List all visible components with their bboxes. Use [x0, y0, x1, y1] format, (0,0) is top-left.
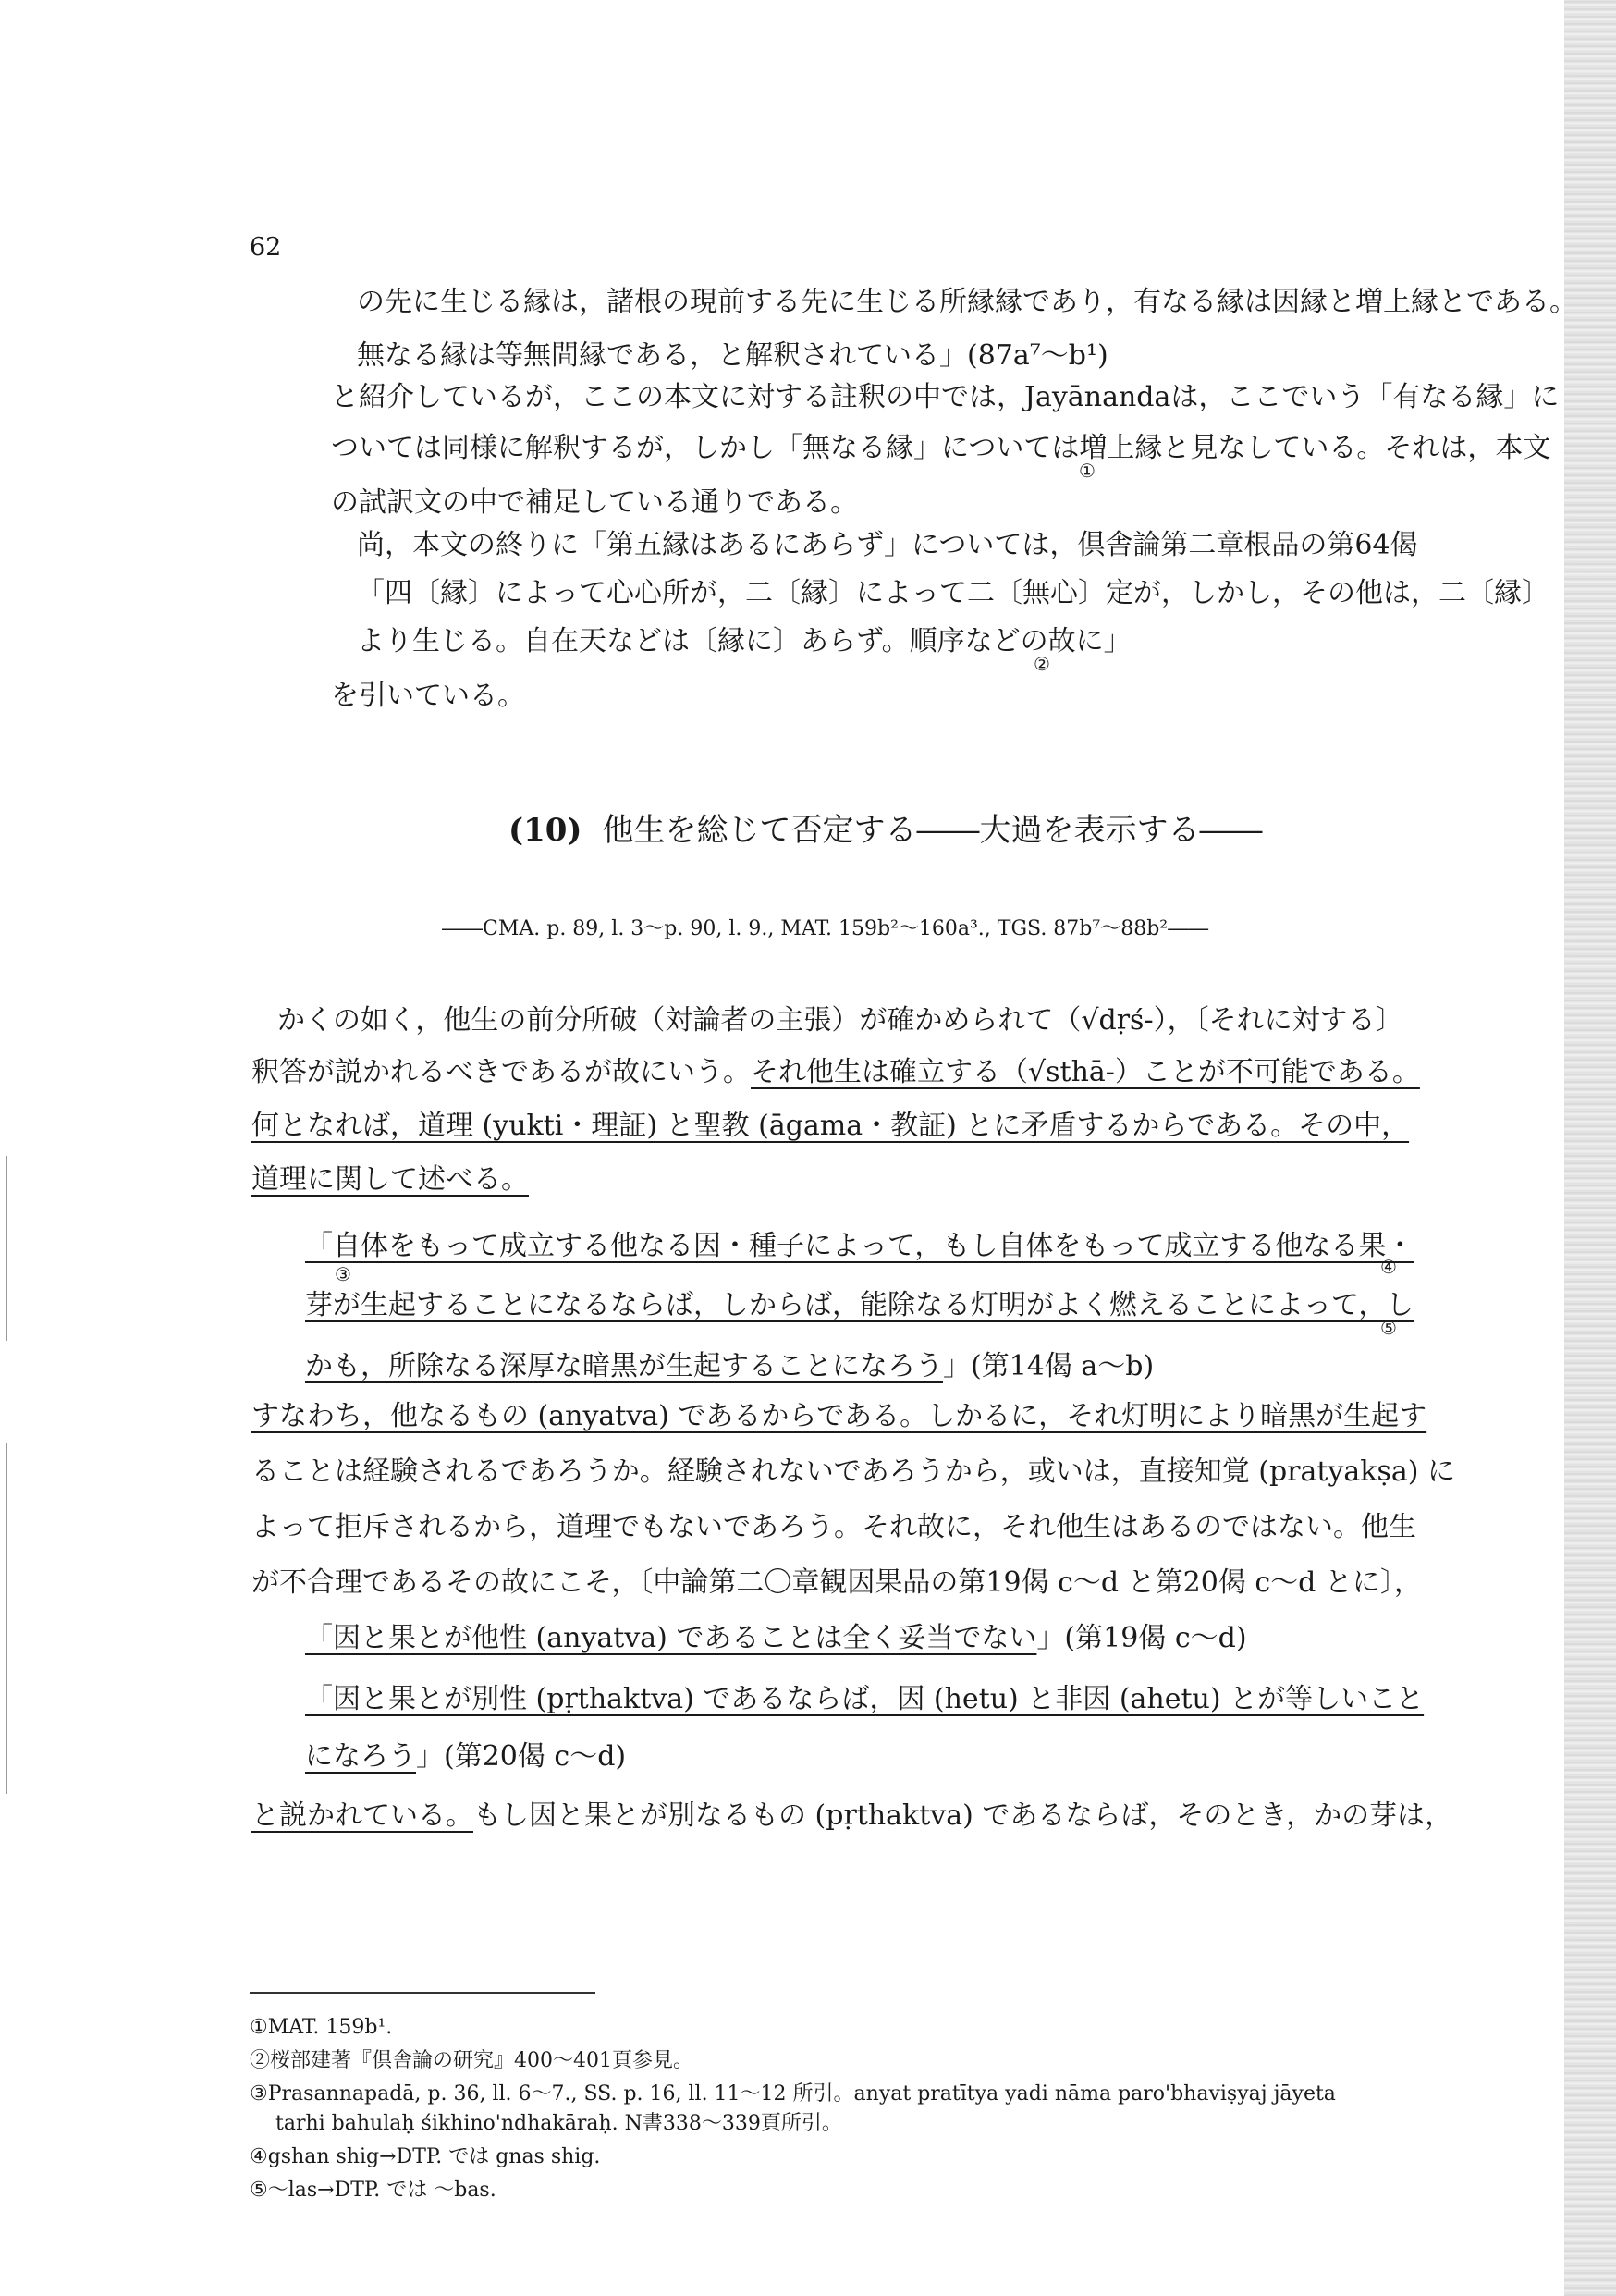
gutter-mark: [6, 1443, 7, 1794]
underlined-text: と説かれている。: [251, 1799, 473, 1832]
page-number: 62: [250, 233, 282, 262]
source-reference: ――CMA. p. 89, l. 3～p. 90, l. 9., MAT. 159b²～160a³., TGS. 87b⁷～88b²――: [442, 917, 1209, 940]
footnote: ③Prasannapadā, p. 36, ll. 6～7., SS. p. 16, ll. 11～12 所引。anyat pratītya yadi nāma paro'bhaviṣyaj jāyeta: [250, 2082, 1336, 2106]
footnote-continuation: tarhi bahulaḥ śikhino'ndhakāraḥ. N書338～339頁所引。: [275, 2112, 842, 2135]
footnote: ②桜部建著『倶舎論の研究』400～401頁参見。: [250, 2049, 693, 2072]
footnote: ⑤～las→DTP. では ～bas.: [250, 2179, 496, 2202]
underlined-text: かも，所除なる深厚な暗黒が生起することになろう: [305, 1350, 943, 1382]
footnote-mark: ④: [1380, 1256, 1397, 1278]
text-line: [251, 1054, 1420, 1091]
underlined-text: それ他生は確立する（√sthā-）ことが不可能である。: [751, 1056, 1420, 1088]
citation-text: 」(第14偈 a～b): [943, 1350, 1155, 1382]
text-line: と紹介しているが，ここの本文に対する註釈の中では，Jayānandaは，ここでいう「有なる縁」に: [331, 381, 1560, 413]
section-number: (10): [508, 812, 582, 849]
underlined-line: 道理に関して述べる。: [251, 1163, 529, 1196]
footnote: ①MAT. 159b¹.: [250, 2016, 393, 2039]
footnote-mark: ①: [1079, 460, 1096, 482]
text-line: が不合理であるその故にこそ，〔中論第二〇章観因果品の第19偈 c～d と第20偈 c～d とに〕，: [251, 1566, 1422, 1599]
text-line: を引いている。: [331, 680, 525, 712]
quote-line: [305, 1348, 1154, 1385]
text-line: 無なる縁は等無間縁である，と解釈されている」(87a⁷～b¹): [357, 339, 1108, 372]
citation-text: 」(第20偈 c～d): [416, 1740, 627, 1773]
text-line: [251, 1798, 1452, 1835]
text-line: ついては同様に解釈するが，しかし「無なる縁」については増上縁と見なしている。それは，本文: [331, 432, 1551, 464]
quote-line: 「自体をもって成立する他なる因・種子によって，もし自体をもって成立する他なる果・: [305, 1230, 1414, 1262]
footnote: ④gshan shig→DTP. では gnas shig.: [250, 2145, 601, 2168]
text-line: よって拒斥されるから，道理でもないであろう。それ故に，それ他生はあるのではない。他生: [251, 1511, 1416, 1543]
gutter-mark: [6, 1156, 7, 1341]
quote-line: 芽が生起することになるならば，しからば，能除なる灯明がよく燃えることによって，し: [305, 1289, 1414, 1321]
text-line: ることは経験されるであろうか。経験されないであろうから，或いは，直接知覚 (pratyakṣa) に: [251, 1455, 1455, 1488]
quote-line: [305, 1738, 626, 1775]
text-segment: 釈答が説かれるべきであるが故にいう。: [251, 1056, 751, 1088]
quote-line: より生じる。自在天などは〔縁に〕あらず。順序などの故に」: [357, 625, 1132, 657]
quote-line: [305, 1620, 1247, 1657]
text-line: の試訳文の中で補足している通りである。: [331, 486, 858, 519]
text-segment: もし因と果とが別なるもの (pṛthaktva) であるならば，そのとき，かの芽は，: [473, 1799, 1453, 1832]
footnote-mark: ②: [1034, 653, 1050, 675]
footnote-rule: [250, 1992, 595, 1994]
text-line: かくの如く，他生の前分所破（対論者の主張）が確かめられて（√dṛś-），〔それに対する〕: [277, 1004, 1403, 1037]
text-line: 尚，本文の終りに「第五縁はあるにあらず」については，倶舎論第二章根品の第64偈: [357, 529, 1418, 561]
text-line: の先に生じる縁は，諸根の現前する先に生じる所縁縁であり，有なる縁は因縁と増上縁とである。: [357, 286, 1577, 318]
underlined-line: すなわち，他なるもの (anyatva) であるからである。しかるに，それ灯明により暗黒が生起す: [251, 1400, 1427, 1432]
citation-text: 」(第19偈 c～d): [1036, 1622, 1247, 1654]
section-heading: [508, 804, 1263, 850]
underlined-text: になろう: [305, 1740, 416, 1773]
footnote-mark: ⑤: [1380, 1317, 1397, 1339]
scan-edge-shadow: [1564, 0, 1616, 2296]
quote-line: 「因と果とが別性 (pṛthaktva) であるならば，因 (hetu) と非因 (ahetu) とが等しいこと: [305, 1683, 1425, 1715]
underlined-text: 「因と果とが他性 (anyatva) であることは全く妥当でない: [305, 1622, 1037, 1654]
quote-line: 「四〔縁〕によって心心所が，二〔縁〕によって二〔無心〕定が，しかし，その他は，二〔縁〕: [357, 577, 1549, 609]
section-title: 他生を総じて否定する――大過を表示する――: [602, 812, 1263, 849]
footnote-mark: ③: [335, 1263, 351, 1285]
underlined-line: 何となれば，道理 (yukti・理証) と聖教 (āgama・教証) とに矛盾するからである。その中，: [251, 1110, 1410, 1142]
